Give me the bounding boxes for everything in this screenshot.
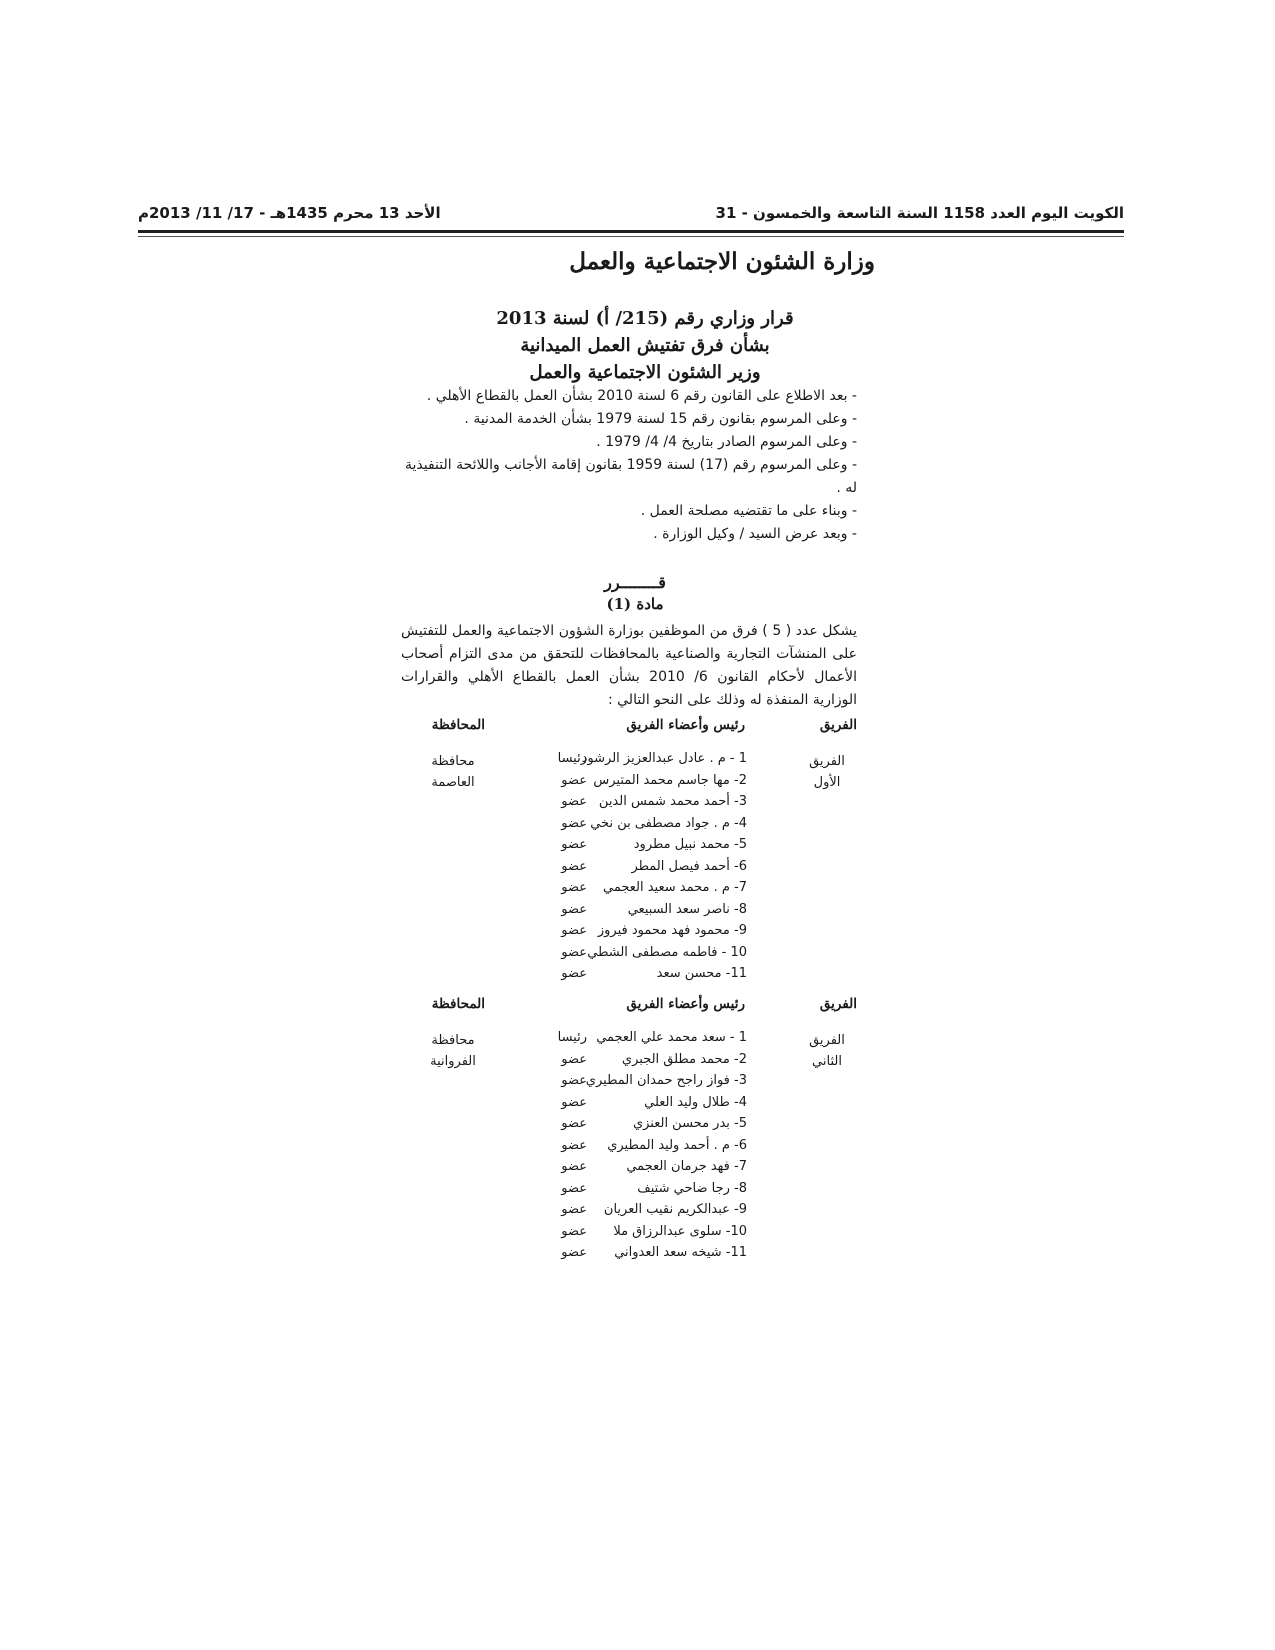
header-date: الأحد 13 محرم 1435هـ - 17/ 11/ 2013م: [138, 204, 441, 222]
table-row: [401, 1224, 857, 1246]
member-name: 1 - م . عادل عبدالعزيز الرشود: [581, 751, 747, 766]
ministry-heading: وزارة الشئون الاجتماعية والعمل: [569, 248, 875, 275]
table-row: [401, 966, 857, 988]
member-name: 11- محسن سعد: [656, 966, 747, 981]
member-role: عضو: [561, 794, 587, 809]
table-row: [401, 923, 857, 945]
col-team-header: الفريق: [819, 996, 857, 1012]
governorate-label-line: الفروانية: [430, 1054, 476, 1069]
team-members: [401, 1030, 857, 1267]
team-label-line: الثاني: [812, 1054, 842, 1069]
member-name: 7- م . محمد سعيد العجمي: [602, 880, 747, 895]
team-table-2: [401, 996, 857, 1267]
member-role: عضو: [561, 1159, 587, 1174]
article-title: مادة (1): [606, 595, 664, 613]
member-role: رئيسا: [557, 751, 587, 766]
team-label-line: الفريق: [809, 1033, 845, 1048]
member-role: عضو: [561, 1245, 587, 1260]
member-role: عضو: [561, 1202, 587, 1217]
decided-heading: قــــــــرر: [604, 573, 666, 592]
header-rule-thin: [138, 236, 1124, 237]
table-row: [401, 773, 857, 795]
governorate-label-line: محافظة: [431, 1033, 475, 1048]
col-governorate-header: المحافظة: [431, 996, 485, 1012]
table-row: [401, 1159, 857, 1181]
table-row: [401, 859, 857, 881]
member-name: 3- فواز راجح حمدان المطيري: [585, 1073, 747, 1088]
col-governorate-header: المحافظة: [431, 717, 485, 733]
running-header: [138, 204, 1124, 228]
team-members: [401, 751, 857, 988]
col-team-header: الفريق: [819, 717, 857, 733]
table-row: [401, 945, 857, 967]
member-role: عضو: [561, 1223, 587, 1239]
recital: - وبعد عرض السيد / وكيل الوزارة .: [653, 526, 857, 542]
member-name: 8- ناصر سعد السبيعي: [627, 901, 747, 917]
table-row: [401, 751, 857, 773]
header-issue-info: الكويت اليوم العدد 1158 السنة التاسعة والخمسون - 31: [715, 204, 1124, 222]
decree-issuer: وزير الشئون الاجتماعية والعمل: [529, 362, 761, 383]
member-name: 7- فهد جرمان العجمي: [626, 1159, 747, 1174]
member-name: 1 - سعد محمد علي العجمي: [596, 1030, 747, 1045]
recital: - بعد الاطلاع على القانون رقم 6 لسنة 2010 بشأن العمل بالقطاع الأهلي .: [426, 388, 857, 404]
table-row: [401, 1052, 857, 1074]
member-name: 9- محمود فهد محمود فيروز: [597, 923, 747, 938]
member-name: 6- م . أحمد وليد المطيري: [607, 1137, 747, 1153]
member-name: 5- بدر محسن العنزي: [632, 1116, 747, 1131]
member-role: عضو: [561, 1180, 587, 1196]
member-role: عضو: [561, 880, 587, 895]
member-role: عضو: [561, 1051, 587, 1067]
team-table-1: [401, 717, 857, 988]
table-row: [401, 1202, 857, 1224]
member-role: عضو: [561, 1073, 587, 1088]
member-role: عضو: [561, 772, 587, 788]
member-role: عضو: [561, 1116, 587, 1131]
table-row: [401, 816, 857, 838]
recital: - وعلى المرسوم بقانون رقم 15 لسنة 1979 بشأن الخدمة المدنية .: [464, 411, 857, 427]
decree-title: [435, 305, 855, 386]
table-row: [401, 1181, 857, 1203]
member-name: 2- محمد مطلق الجبري: [621, 1051, 747, 1067]
team-label-line: الفريق: [809, 754, 845, 769]
decree-subject: بشأن فرق تفتيش العمل الميدانية: [520, 335, 770, 356]
member-name: 3- أحمد محمد شمس الدين: [598, 794, 747, 809]
member-role: عضو: [561, 837, 587, 852]
member-name: 10 - فاطمه مصطفى الشطي: [587, 944, 747, 960]
recital: - وبناء على ما تقتضيه مصلحة العمل .: [640, 503, 857, 519]
member-role: عضو: [561, 944, 587, 960]
decree-number: قرار وزاري رقم (215/ أ) لسنة 2013: [496, 308, 794, 329]
member-name: 9- عبدالكريم نقيب العريان: [603, 1202, 747, 1217]
table-row: [401, 1245, 857, 1267]
member-role: عضو: [561, 815, 587, 831]
member-role: عضو: [561, 923, 587, 938]
table-row: [401, 837, 857, 859]
member-name: 8- رجا ضاحي شتيف: [637, 1180, 747, 1196]
team-table-header: [401, 996, 857, 1018]
table-row: [401, 1073, 857, 1095]
member-name: 6- أحمد فيصل المطر: [631, 858, 747, 874]
recital: - وعلى المرسوم رقم (17) لسنة 1959 بقانون إقامة الأجانب واللائحة التنفيذية له .: [404, 457, 857, 496]
table-row: [401, 794, 857, 816]
member-role: عضو: [561, 858, 587, 874]
article-body: يشكل عدد ( 5 ) فرق من الموظفين بوزارة الشؤون الاجتماعية والعمل للتفتيش على المنشآت التجارية والصناعية بالمحافظات للتحقق من مدى التزام أصحاب الأعمال لأحكام القانون 6/ 2010 بشأن العمل بالقطاع الأهلي والقرارات الوزارية المنفذة له وذلك على النحو التالي :: [401, 623, 858, 708]
member-name: 5- محمد نبيل مطرود: [633, 837, 747, 852]
table-row: [401, 1030, 857, 1052]
member-name: 11- شيخه سعد العدواني: [614, 1245, 747, 1260]
member-role: عضو: [561, 1137, 587, 1153]
governorate-label-line: محافظة: [431, 754, 475, 769]
member-role: عضو: [561, 901, 587, 917]
table-row: [401, 880, 857, 902]
recital: - وعلى المرسوم الصادر بتاريخ 4/ 4/ 1979 .: [596, 434, 857, 450]
team-table-header: [401, 717, 857, 739]
table-row: [401, 1116, 857, 1138]
table-row: [401, 1138, 857, 1160]
team-label-line: الأول: [813, 775, 841, 790]
col-members-header: رئيس وأعضاء الفريق: [626, 717, 745, 733]
member-name: 4- م . جواد مصطفى بن نخي: [590, 815, 747, 831]
table-row: [401, 902, 857, 924]
col-members-header: رئيس وأعضاء الفريق: [626, 996, 745, 1012]
member-role: عضو: [561, 1094, 587, 1110]
member-name: 2- مها جاسم محمد المتيرس: [593, 772, 747, 788]
header-rule-thick: [138, 230, 1124, 233]
member-name: 4- طلال وليد العلي: [644, 1094, 747, 1110]
member-role: رئيسا: [557, 1030, 587, 1045]
member-name: 10- سلوى عبدالرزاق ملا: [613, 1223, 747, 1239]
table-row: [401, 1095, 857, 1117]
recitals: [401, 385, 857, 546]
member-role: عضو: [561, 966, 587, 981]
governorate-label-line: العاصمة: [431, 775, 475, 790]
